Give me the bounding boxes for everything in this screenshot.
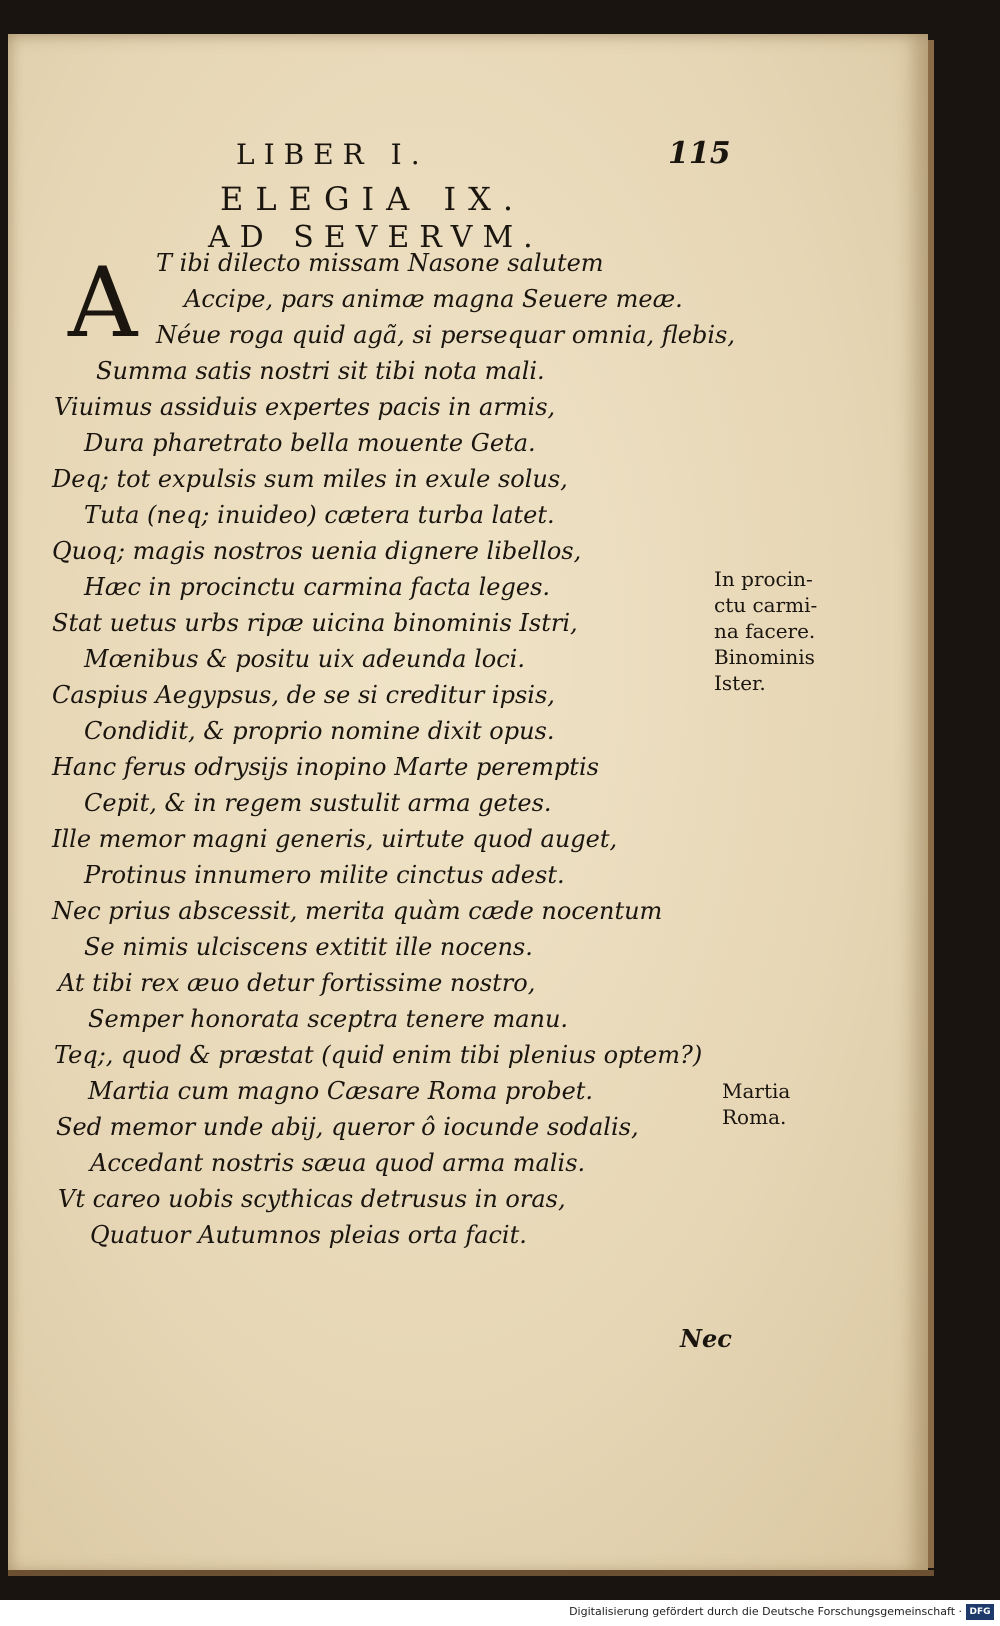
verse-line: Quatuor Autumnos pleias orta facit. [90, 1221, 527, 1249]
book-number: LIBER I. [236, 138, 429, 171]
verse-line: At tibi rex æuo detur fortissime nostro, [58, 969, 536, 997]
verse-line: Ille memor magni generis, uirtute quod auget, [52, 825, 618, 853]
verse-line: Cepit, & in regem sustulit arma getes. [84, 789, 552, 817]
margin-note-line: In procin- [714, 567, 813, 591]
verse-line: Tuta (neq; inuideo) cætera turba latet. [84, 501, 555, 529]
verse-line: Vt careo uobis scythicas detrusus in oras, [58, 1185, 566, 1213]
margin-note-line: Martia [722, 1079, 791, 1103]
margin-note-line: Binominis [714, 645, 815, 669]
drop-capital: A [68, 247, 138, 359]
verse-line: Nec prius abscessit, merita quàm cæde nocentum [52, 897, 663, 925]
verse-line: Semper honorata sceptra tenere manu. [88, 1005, 569, 1033]
verse-line: Martia cum magno Cæsare Roma probet. [88, 1077, 594, 1105]
digitization-footer [0, 1600, 1000, 1626]
running-head [8, 138, 928, 178]
folio-number: 115 [668, 136, 731, 171]
verse-line: Se nimis ulciscens extitit ille nocens. [84, 933, 533, 961]
margin-note-line: Ister. [714, 671, 766, 695]
page-edge [928, 40, 934, 1568]
verse-line: Viuimus assiduis expertes pacis in armis, [54, 393, 556, 421]
verse-line: Condidit, & proprio nomine dixit opus. [84, 717, 555, 745]
verse-line: Summa satis nostri sit tibi nota mali. [96, 357, 545, 385]
elegy-addressee: AD SEVERVM. [208, 220, 543, 255]
verse-line: Hæc in procinctu carmina facta leges. [84, 573, 551, 601]
catchword: Nec [680, 1324, 732, 1353]
verse-line: Mœnibus & positu uix adeunda loci. [84, 645, 525, 673]
verse-line: Hanc ferus odrysijs inopino Marte peremptis [52, 753, 599, 781]
book-page [8, 34, 928, 1574]
funding-credit: Digitalisierung gefördert durch die Deutsche Forschungsgemeinschaft · [569, 1605, 962, 1618]
verse-line: T ibi dilecto missam Nasone salutem [156, 249, 604, 277]
verse-line: Néue roga quid agã, si persequar omnia, flebis, [156, 321, 735, 349]
verse-line: Dura pharetrato bella mouente Geta. [84, 429, 536, 457]
margin-note-line: ctu carmi- [714, 593, 818, 617]
verse-line: Protinus innumero milite cinctus adest. [84, 861, 565, 889]
page-bottom-edge [8, 1570, 934, 1576]
margin-note-martia [722, 1078, 790, 1130]
verse-line: Sed memor unde abij, queror ô iocunde sodalis, [56, 1113, 639, 1141]
verse-line: Accipe, pars animæ magna Seuere meæ. [184, 285, 683, 313]
margin-note-line: na facere. [714, 619, 816, 643]
elegy-title: ELEGIA IX. [220, 180, 526, 218]
margin-note-line: Roma. [722, 1105, 787, 1129]
dfg-logo: DFG [966, 1604, 994, 1620]
margin-note-procinctu [714, 566, 817, 696]
verse-line: Deq; tot expulsis sum miles in exule solus, [52, 465, 568, 493]
verse-line: Caspius Aegypsus, de se si creditur ipsis, [52, 681, 555, 709]
verse-line: Quoq; magis nostros uenia dignere libellos, [52, 537, 582, 565]
verse-line: Teq;, quod & præstat (quid enim tibi plenius optem?) [54, 1041, 703, 1069]
verse-line: Stat uetus urbs ripæ uicina binominis Istri, [52, 609, 578, 637]
verse-line: Accedant nostris sæua quod arma malis. [90, 1149, 586, 1177]
